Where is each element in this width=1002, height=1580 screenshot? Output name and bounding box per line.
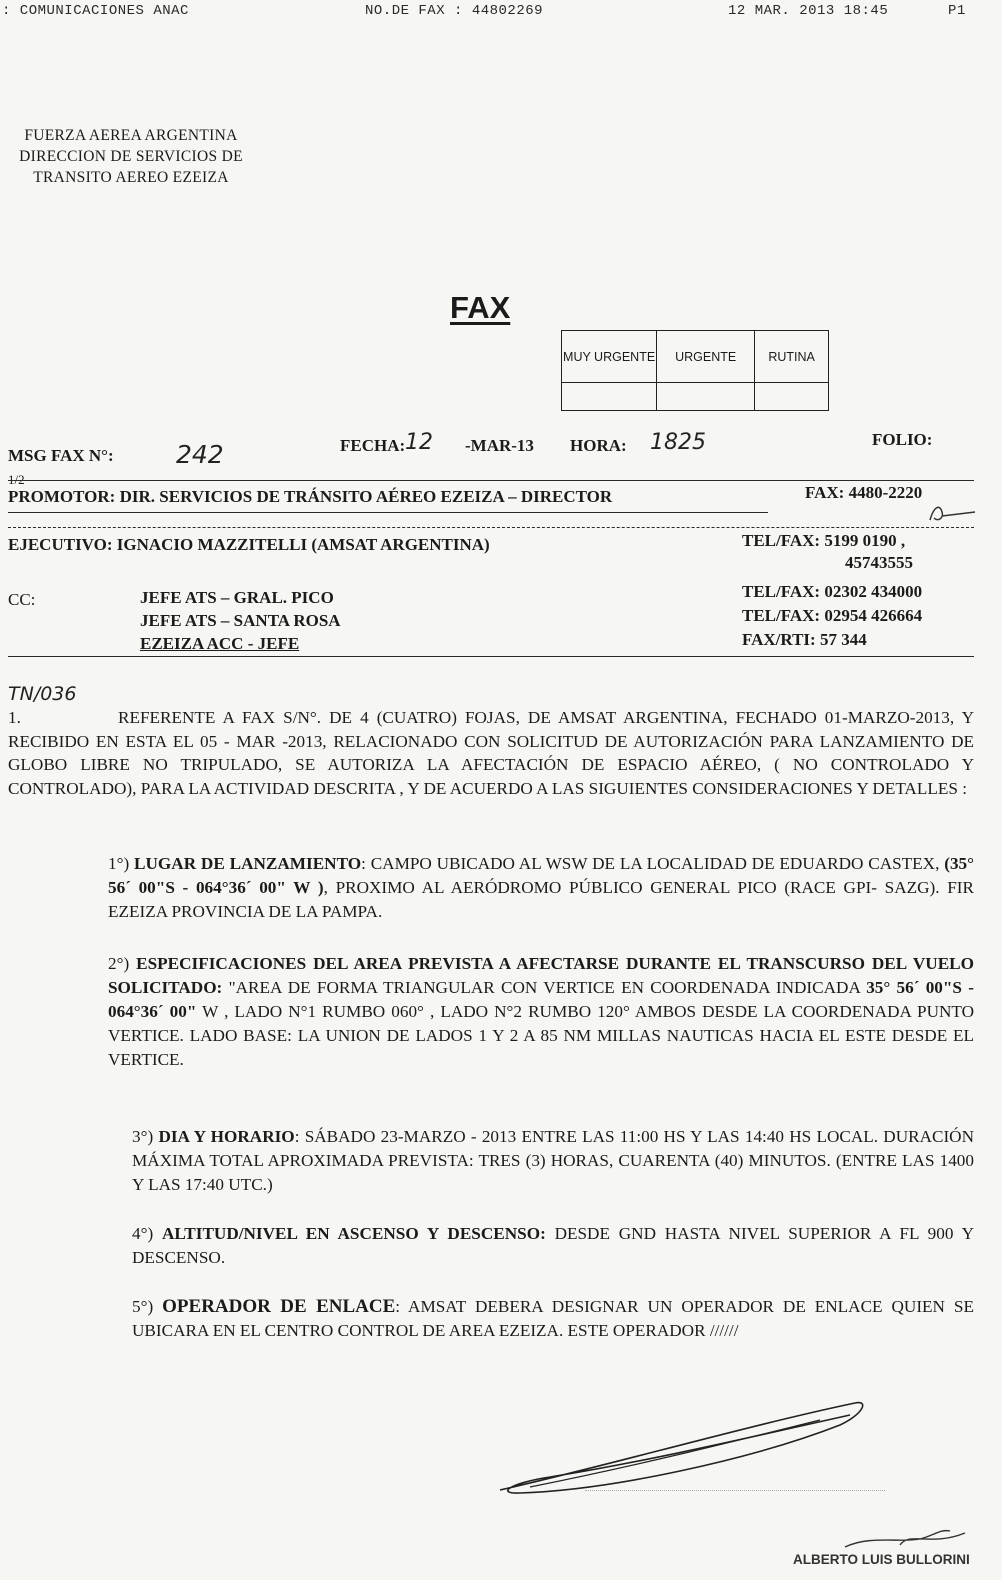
org-line-1: FUERZA AEREA ARGENTINA <box>24 127 238 144</box>
initials-mark <box>920 502 980 526</box>
promotor-fax: FAX: 4480-2220 <box>805 483 923 502</box>
cc-label: CC: <box>8 590 36 609</box>
item-heading: DIA Y HORARIO <box>158 1127 295 1146</box>
paragraph-number: 1. <box>8 708 21 727</box>
cc-contact-1: TEL/FAX: 02302 434000 <box>742 582 923 601</box>
divider <box>8 527 974 528</box>
hora-value: 1825 <box>650 430 706 455</box>
divider <box>8 480 974 481</box>
item-text: : CAMPO UBICADO AL WSW DE LA LOCALIDAD DE EDUARDO CASTEX, <box>361 854 945 873</box>
signatory-name: ALBERTO LUIS BULLORINI <box>793 1552 970 1567</box>
item-coordinates: 35° 56´ 00"S - 064°36´ 00" <box>108 978 974 1021</box>
cc-contact-3: FAX/RTI: 57 344 <box>742 630 867 649</box>
item-text: W , LADO N°1 RUMBO 060° , LADO N°2 RUMBO 120° AMBOS DESDE LA COORDENADA PUNTO VERTICE. LADO BASE: LA UNION DE LADOS 1 Y 2 A 85 NM MILLAS NAUTICAS HACIA EL ESTE DESDE EL VERTICE. <box>108 1002 974 1069</box>
organization-block <box>0 125 262 188</box>
priority-cell-empty <box>562 383 657 411</box>
msg-pages: 1/2 <box>8 472 25 487</box>
ejecutivo-value: IGNACIO MAZZITELLI (AMSAT ARGENTINA) <box>116 535 490 554</box>
ejecutivo-tel-1: TEL/FAX: 5199 0190 , <box>742 531 906 550</box>
priority-cell-empty <box>755 383 829 411</box>
item-heading: ESPECIFICACIONES DEL AREA PREVISTA A AFECTARSE DURANTE EL TRANSCURSO DEL VUELO SOLICITADO: <box>108 954 974 997</box>
item-4 <box>108 1222 974 1270</box>
handwritten-note: TN/036 <box>8 683 77 705</box>
ejecutivo-tel-2: 45743555 <box>845 553 913 572</box>
promotor-label: PROMOTOR: <box>8 487 116 506</box>
item-number: 4°) <box>132 1224 154 1243</box>
msg-fax-label: MSG FAX N°: <box>8 446 114 465</box>
org-line-3: TRANSITO AEREO EZEIZA <box>33 169 229 186</box>
priority-table <box>561 330 829 411</box>
item-heading: OPERADOR DE ENLACE <box>162 1296 396 1317</box>
msg-fax-number: 242 <box>176 440 224 469</box>
item-coordinates: (35° 56´ 00"S - 064°36´ 00" W ) <box>108 854 975 897</box>
item-number: 2°) <box>108 954 130 973</box>
priority-rutina: RUTINA <box>755 331 829 383</box>
fax-number: NO.DE FAX : 44802269 <box>365 3 544 19</box>
item-heading: ALTITUD/NIVEL EN ASCENSO Y DESCENSO: <box>162 1224 546 1243</box>
item-number: 5°) <box>132 1297 154 1316</box>
item-3 <box>108 1125 974 1197</box>
item-text: : AMSAT DEBERA DESIGNAR UN OPERADOR DE ENLACE QUIEN SE UBICARA EN EL CENTRO CONTROL DE AREA EZEIZA. ESTE OPERADOR ////// <box>132 1297 974 1340</box>
fecha-label: FECHA: <box>340 436 406 455</box>
item-number: 3°) <box>132 1127 154 1146</box>
cc-item-1: JEFE ATS – GRAL. PICO <box>140 588 334 607</box>
fecha-day: 12 <box>405 430 433 455</box>
divider <box>8 512 768 513</box>
item-text: , PROXIMO AL AERÓDROMO PÚBLICO GENERAL PICO (RACE GPI- SAZG). FIR EZEIZA PROVINCIA DE LA PAMPA. <box>108 878 974 921</box>
fax-sender: : COMUNICACIONES ANAC <box>2 3 189 19</box>
body-paragraph-1 <box>8 706 974 800</box>
item-number: 1°) <box>108 854 130 873</box>
priority-urgente: URGENTE <box>657 331 755 383</box>
cc-item-3: EZEIZA ACC - JEFE <box>140 634 300 653</box>
fax-page-number: P1 <box>948 3 966 19</box>
ejecutivo-row <box>8 535 490 555</box>
cc-contact-2: TEL/FAX: 02954 426664 <box>742 606 923 625</box>
item-text: "AREA DE FORMA TRIANGULAR CON VERTICE EN COORDENADA INDICADA <box>222 978 867 997</box>
promotor-value: DIR. SERVICIOS DE TRÁNSITO AÉREO EZEIZA – DIRECTOR <box>119 487 613 506</box>
folio-label: FOLIO: <box>872 430 933 449</box>
cc-item-2: JEFE ATS – SANTA ROSA <box>140 611 341 630</box>
item-heading: LUGAR DE LANZAMIENTO <box>134 854 362 873</box>
fax-datetime: 12 MAR. 2013 18:45 <box>728 3 889 19</box>
faded-stamp <box>585 1480 905 1491</box>
item-2 <box>108 952 974 1072</box>
paragraph-text: REFERENTE A FAX S/N°. DE 4 (CUATRO) FOJAS, DE AMSAT ARGENTINA, FECHADO 01-MARZO-2013, Y RECIBIDO EN ESTA EL 05 - MAR -2013, RELACIONADO CON SOLICITUD DE AUTORIZACIÓN PARA LANZAMIENTO DE GLOBO LIBRE NO TRIPULADO, SE AUTORIZA LA AFECTACIÓN DE ESPACIO AÉREO, ( NO CONTROLADO Y CONTROLADO), PARA LA ACTIVIDAD DESCRITA , Y DE ACUERDO A LAS SIGUIENTES CONSIDERACIONES Y DETALLES : <box>8 708 974 798</box>
item-5 <box>108 1295 974 1343</box>
item-text: : SÁBADO 23-MARZO - 2013 ENTRE LAS 11:00 HS Y LAS 14:40 HS LOCAL. DURACIÓN MÁXIMA TOTAL APROXIMADA PREVISTA: TRES (3) HORAS, CUARENTA (40) MINUTOS. (ENTRE LAS 1400 Y LAS 17:40 UTC.) <box>132 1127 975 1194</box>
priority-muy-urgente: MUY URGENTE <box>562 331 657 383</box>
item-text: DESDE GND HASTA NIVEL SUPERIOR A FL 900 Y DESCENSO. <box>132 1224 974 1267</box>
document-title: FAX <box>450 290 511 325</box>
promotor-row <box>8 487 612 507</box>
item-1 <box>108 852 974 924</box>
org-line-2: DIRECCION DE SERVICIOS DE <box>19 148 243 165</box>
second-signature <box>840 1525 970 1555</box>
hora-label: HORA: <box>570 436 627 455</box>
fecha-month-year: -MAR-13 <box>465 436 534 455</box>
priority-cell-empty <box>657 383 755 411</box>
divider <box>8 656 974 657</box>
ejecutivo-label: EJECUTIVO: <box>8 535 113 554</box>
